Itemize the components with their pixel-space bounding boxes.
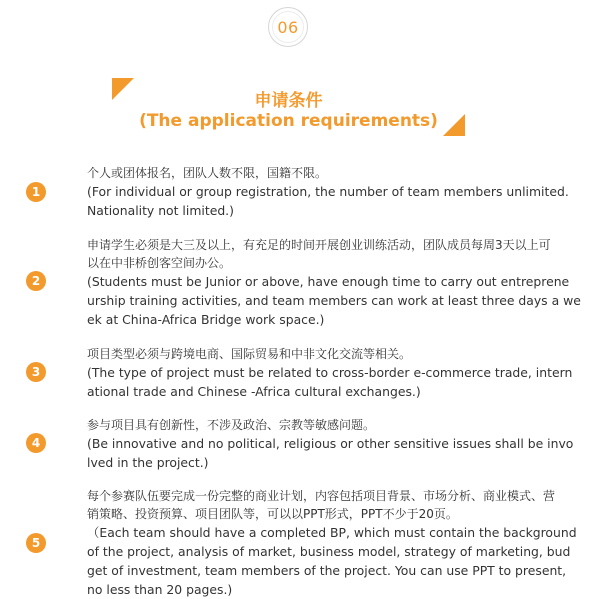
heading-english: (The application requirements)	[139, 111, 438, 131]
item-number-badge: 4	[26, 433, 46, 453]
requirement-line: of the project, analysis of market, business model, strategy of marketing, bud	[87, 544, 571, 559]
requirement-line: no less than 20 pages.)	[87, 582, 233, 597]
requirement-line: 申请学生必须是大三及以上，有充足的时间开展创业训练活动，团队成员每周3天以上可	[87, 238, 551, 252]
section-number: 06	[277, 18, 299, 37]
requirement-line: lved in the project.)	[87, 455, 209, 470]
requirement-line: 以在中非桥创客空间办公。	[87, 256, 232, 270]
requirement-line: 项目类型必须与跨境电商、国际贸易和中非文化交流等相关。	[87, 347, 412, 361]
requirement-line: (Students must be Junior or above, have enough time to carry out entreprene	[87, 274, 570, 289]
requirement-line: ational trade and Chinese -Africa cultural exchanges.)	[87, 384, 421, 399]
requirement-item	[87, 345, 589, 401]
requirement-line: （Each team should have a completed BP, which must contain the background	[87, 525, 577, 540]
requirement-item	[87, 236, 589, 329]
requirement-line: (Be innovative and no political, religious or other sensitive issues shall be invo	[87, 436, 574, 451]
requirement-item	[87, 164, 589, 220]
requirement-line: 个人或团体报名，团队人数不限，国籍不限。	[87, 166, 328, 180]
requirement-line: Nationality not limited.)	[87, 203, 234, 218]
requirement-line: (The type of project must be related to cross-border e-commerce trade, intern	[87, 365, 573, 380]
requirement-line: 销策略、投资预算、项目团队等，可以以PPT形式，PPT不少于20页。	[87, 507, 458, 521]
requirement-line: ek at China-Africa Bridge work space.)	[87, 312, 325, 327]
requirement-line: get of investment, team members of the project. You can use PPT to present,	[87, 563, 567, 578]
requirement-item	[87, 487, 589, 599]
requirement-item	[87, 416, 589, 472]
item-number-badge: 2	[26, 271, 46, 291]
item-number-badge: 5	[26, 533, 46, 553]
item-number-badge: 1	[26, 182, 46, 202]
requirement-line: (For individual or group registration, the number of team members unlimited.	[87, 184, 569, 199]
requirement-line: urship training activities, and team members can work at least three days a we	[87, 293, 581, 308]
item-number-badge: 3	[26, 362, 46, 382]
heading-chinese: 申请条件	[254, 91, 323, 111]
requirement-line: 参与项目具有创新性，不涉及政治、宗教等敏感问题。	[87, 418, 376, 432]
requirement-line: 每个参赛队伍要完成一份完整的商业计划，内容包括项目背景、市场分析、商业模式、营	[87, 489, 556, 503]
